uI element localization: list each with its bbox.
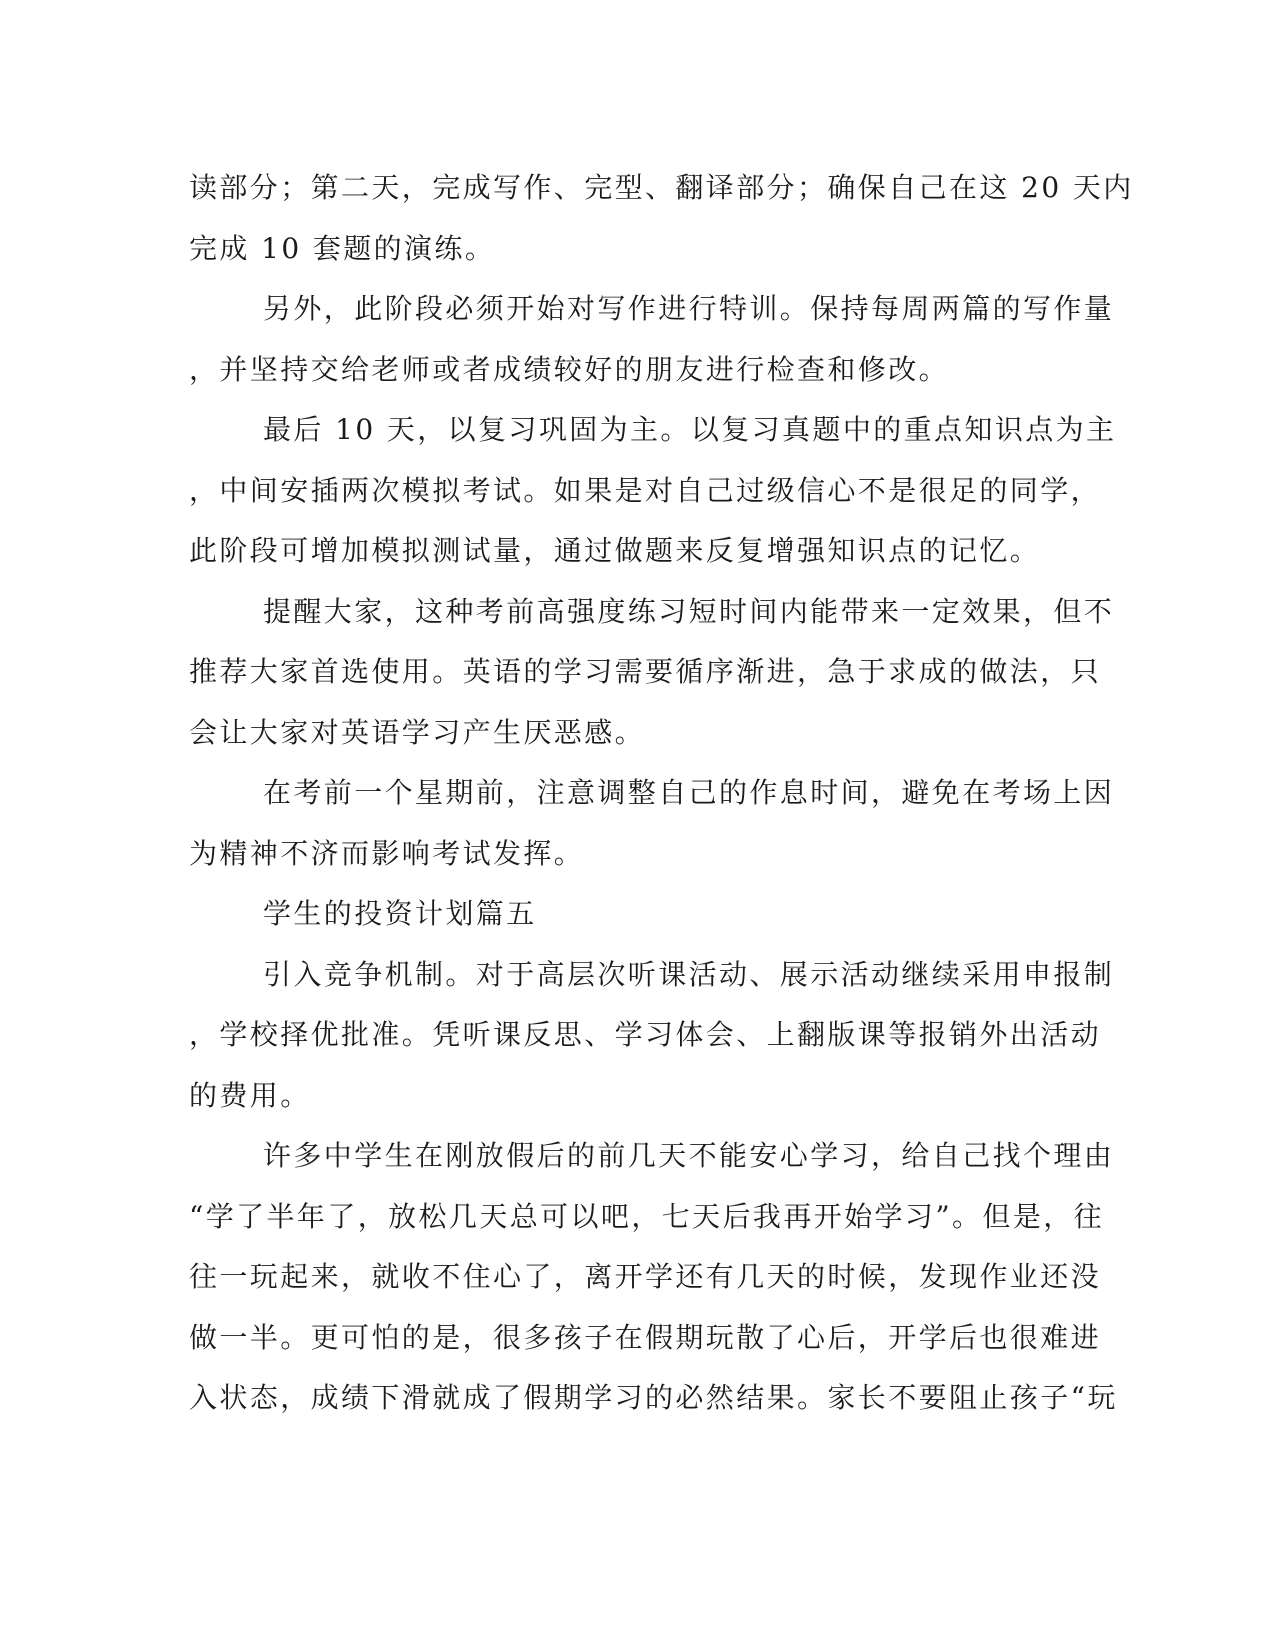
document-body — [189, 158, 1134, 1429]
text-line: 做一半。更可怕的是，很多孩子在假期玩散了心后，开学后也很难进 — [189, 1320, 1102, 1354]
text-line: 最后 10 天，以复习巩固为主。以复习真题中的重点知识点为主 — [263, 413, 1117, 446]
text-line: 往一玩起来，就收不住心了，离开学还有几天的时候，发现作业还没 — [189, 1260, 1102, 1293]
text-line: 许多中学生在刚放假后的前几天不能安心学习，给自己找个理由 — [263, 1139, 1115, 1172]
text-line: ，中间安插两次模拟考试。如果是对自己过级信心不是很足的同学， — [189, 473, 1102, 507]
text-line: 会让大家对英语学习产生厌恶感。 — [189, 715, 646, 749]
text-line: 读部分；第二天，完成写作、完型、翻译部分；确保自己在这 20 天内 — [189, 171, 1134, 204]
text-line: 推荐大家首选使用。英语的学习需要循序渐进，急于求成的做法，只 — [189, 655, 1102, 688]
text-line: 在考前一个星期前，注意调整自己的作息时间，避免在考场上因 — [263, 776, 1115, 809]
text-line: 完成 10 套题的演练。 — [189, 231, 496, 265]
text-line: 为精神不济而影响考试发挥。 — [189, 836, 585, 870]
text-line: 入状态，成绩下滑就成了假期学习的必然结果。家长不要阻止孩子“玩 — [189, 1381, 1118, 1414]
text-line: 此阶段可增加模拟测试量，通过做题来反复增强知识点的记忆。 — [189, 534, 1041, 567]
text-line: “学了半年了，放松几天总可以吧，七天后我再开始学习”。但是，往 — [189, 1199, 1105, 1233]
text-line: ，并坚持交给老师或者成绩较好的朋友进行检查和修改。 — [189, 352, 950, 386]
text-line: 的费用。 — [189, 1078, 311, 1112]
text-line: 另外，此阶段必须开始对写作进行特训。保持每周两篇的写作量 — [263, 292, 1115, 325]
text-line: 提醒大家，这种考前高强度练习短时间内能带来一定效果，但不 — [263, 594, 1115, 628]
text-line: 引入竞争机制。对于高层次听课活动、展示活动继续采用申报制 — [263, 957, 1115, 991]
text-line: ，学校择优批准。凭听课反思、学习体会、上翻版课等报销外出活动 — [189, 1018, 1102, 1051]
section-heading: 学生的投资计划篇五 — [263, 897, 537, 930]
